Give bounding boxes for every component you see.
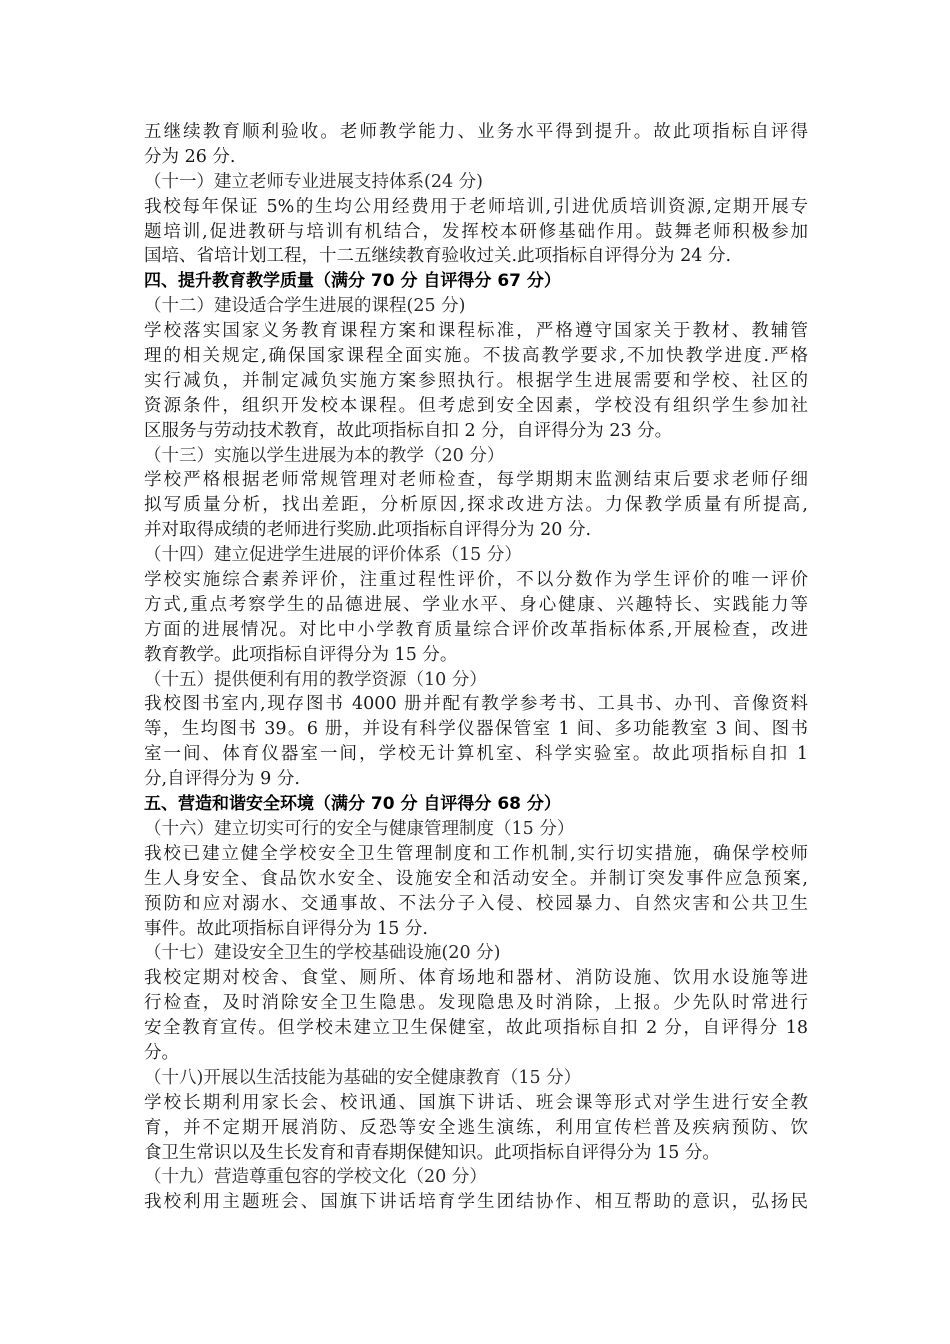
paragraph-line: 分。	[144, 1042, 179, 1063]
paragraph	[144, 692, 808, 792]
section-heading: 五、营造和谐安全环境（满分 70 分 自评得分 68 分）	[144, 794, 561, 815]
paragraph-line: 方面的进展情况。对比中小学教育质量综合评价改革指标体系,开展检查，改进	[144, 619, 808, 640]
paragraph-line: 资源条件，组织开发校本课程。但考虑到安全因素，学校没有组织学生参加社	[144, 395, 808, 416]
paragraph	[144, 966, 808, 1066]
paragraph-line: 我校定期对校舍、食堂、厕所、体育场地和器材、消防设施、饮用水设施等进	[144, 968, 808, 989]
paragraph-line: 题培训,促进教研与培训有机结合，发挥校本研修基础作用。鼓舞老师积极参加	[144, 221, 808, 242]
paragraph-line: 安全教育宣传。但学校未建立卫生保健室，故此项指标自扣 2 分，自评得分 18	[144, 1018, 808, 1039]
paragraph-line: 学校严格根据老师常规管理对老师检查，每学期期末监测结束后要求老师仔细	[144, 470, 808, 491]
paragraph	[144, 1190, 808, 1215]
paragraph-line: 分为 26 分.	[144, 146, 236, 167]
paragraph-line: 等，生均图书 39。6 册，并设有科学仪器保管室 1 间、多功能教室 3 间、图书	[144, 719, 808, 740]
paragraph-line: 国培、省培计划工程，十二五继续教育验收过关.此项指标自评得分为 24 分.	[144, 246, 732, 267]
paragraph-line: 我校每年保证 5%的生均公用经费用于老师培训,引进优质培训资源,定期开展专	[144, 196, 808, 217]
paragraph	[144, 842, 808, 942]
paragraph-line: 拟写质量分析，找出差距，分析原因,探求改进方法。力保教学质量有所提高,	[144, 495, 808, 516]
paragraph	[144, 1091, 808, 1166]
paragraph-line: 行检查，及时消除安全卫生隐患。发现隐患及时消除，上报。少先队时常进行	[144, 993, 808, 1014]
paragraph-line: 理的相关规定,确保国家课程全面实施。不拔高教学要求,不加快教学进度.严格	[144, 346, 808, 367]
paragraph-line: 事件。故此项指标自评得分为 15 分.	[144, 918, 428, 939]
document-page	[144, 120, 808, 1215]
paragraph-line: 育，并不定期开展消防、反恐等安全逃生演练，利用宣传栏普及疾病预防、饮	[144, 1117, 808, 1138]
paragraph-line: 并对取得成绩的老师进行奖励.此项指标自评得分为 20 分.	[144, 520, 592, 541]
subsection-title: （十九）营造尊重包容的学校文化（20 分）	[144, 1167, 487, 1188]
subsection-title: （十七）建设安全卫生的学校基础设施(20 分)	[144, 943, 501, 964]
subsection-title: （十五）提供便利有用的教学资源（10 分）	[144, 669, 487, 690]
paragraph	[144, 319, 808, 443]
paragraph-line: 方式,重点考察学生的品德进展、学业水平、身心健康、兴趣特长、实践能力等	[144, 594, 808, 615]
paragraph	[144, 195, 808, 270]
paragraph	[144, 468, 808, 543]
paragraph-line: 教育教学。此项指标自评得分为 15 分。	[144, 644, 458, 665]
subsection-title: （十三）实施以学生进展为本的教学（20 分）	[144, 445, 505, 466]
paragraph-line: 学校落实国家义务教育课程方案和课程标准，严格遵守国家关于教材、教辅管	[144, 321, 808, 342]
paragraph-line: 我校已建立健全学校安全卫生管理制度和工作机制,实行切实措施，确保学校师	[144, 843, 808, 864]
paragraph-line: 分,自评得分为 9 分.	[144, 769, 300, 790]
paragraph-line: 食卫生常识以及生长发育和青春期保健知识。此项指标自评得分为 15 分。	[144, 1142, 720, 1163]
paragraph-line: 我校利用主题班会、国旗下讲话培育学生团结协作、相互帮助的意识，弘扬民	[144, 1192, 808, 1213]
paragraph-line: 我校图书室内,现存图书 4000 册并配有教学参考书、工具书、办刊、音像资料	[144, 694, 808, 715]
paragraph	[144, 568, 808, 668]
section-heading: 四、提升教育教学质量（满分 70 分 自评得分 67 分）	[144, 271, 561, 292]
paragraph-line: 实行减负，并制定减负实施方案参照执行。根据学生进展需要和学校、社区的	[144, 370, 808, 391]
paragraph-line: 五继续教育顺利验收。老师教学能力、业务水平得到提升。故此项指标自评得	[144, 122, 808, 142]
paragraph-line: 预防和应对溺水、交通事故、不法分子入侵、校园暴力、自然灾害和公共卫生	[144, 893, 808, 914]
paragraph	[144, 120, 808, 170]
paragraph-line: 室一间、体育仪器室一间，学校无计算机室、科学实验室。故此项指标自扣 1	[144, 744, 808, 765]
subsection-title: （十六）建立切实可行的安全与健康管理制度（15 分）	[144, 818, 575, 839]
subsection-title: （十八)开展以生活技能为基础的安全健康教育（15 分）	[144, 1067, 582, 1088]
subsection-title: （十二）建设适合学生进展的课程(25 分)	[144, 296, 466, 317]
paragraph-line: 学校实施综合素养评价，注重过程性评价，不以分数作为学生评价的唯一评价	[144, 570, 808, 591]
subsection-title: （十一）建立老师专业进展支持体系(24 分)	[144, 171, 483, 192]
subsection-title: （十四）建立促进学生进展的评价体系（15 分）	[144, 545, 522, 566]
paragraph-line: 生人身安全、食品饮水安全、设施安全和活动安全。并制订突发事件应急预案,	[144, 868, 808, 889]
paragraph-line: 区服务与劳动技术教育，故此项指标自扣 2 分，自评得分为 23 分。	[144, 420, 673, 441]
paragraph-line: 学校长期利用家长会、校讯通、国旗下讲话、班会课等形式对学生进行安全教	[144, 1092, 808, 1113]
